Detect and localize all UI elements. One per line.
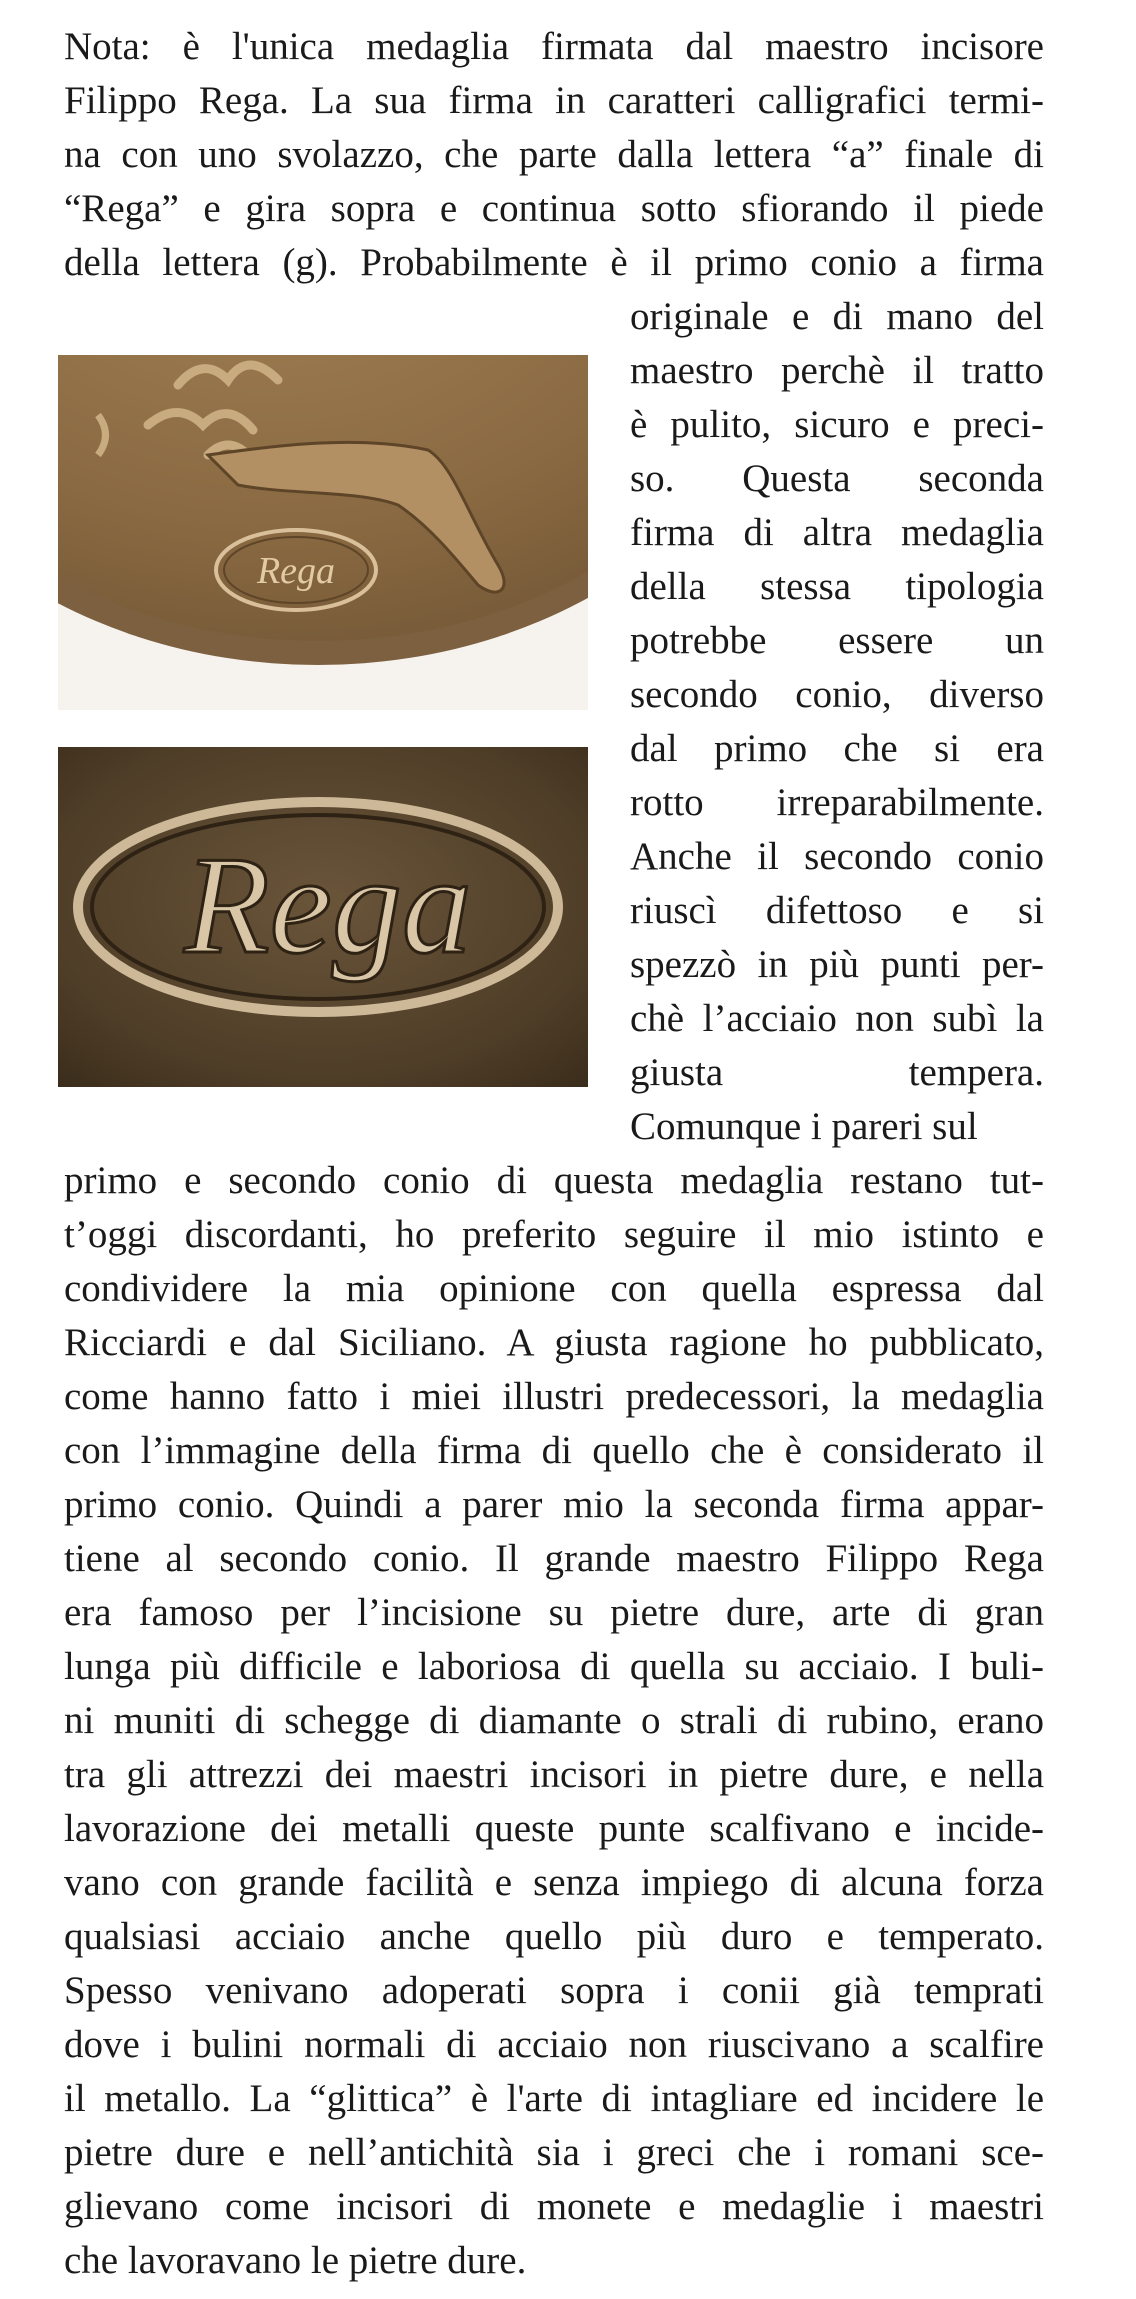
text-line: condividere la mia opinione con quella espressa dal xyxy=(64,1267,1044,1310)
text-line: firma di altra medaglia xyxy=(630,511,1044,554)
text-line: della stessa tipologia xyxy=(630,565,1044,608)
text-line: “Rega” e gira sopra e continua sotto sfiorando il piede xyxy=(64,187,1044,230)
text-line: primo conio. Quindi a parer mio la seconda firma appar- xyxy=(64,1483,1044,1526)
text-line: so. Questa seconda xyxy=(630,457,1044,500)
text-line: potrebbe essere un xyxy=(630,619,1044,662)
text-line: t’oggi discordanti, ho preferito seguire il mio istinto e xyxy=(64,1213,1044,1256)
text-line: primo e secondo conio di questa medaglia restano tut- xyxy=(64,1159,1044,1202)
text-line: secondo conio, diverso xyxy=(630,673,1044,716)
text-line: Filippo Rega. La sua firma in caratteri calligrafici termi- xyxy=(64,79,1044,122)
text-line: rotto irreparabilmente. xyxy=(630,781,1044,824)
text-line: pietre dure e nell’antichità sia i greci che i romani sce- xyxy=(64,2131,1044,2174)
text-line: dove i bulini normali di acciaio non riuscivano a scalfire xyxy=(64,2023,1044,2066)
signature-closeup-text: Rega xyxy=(184,828,472,983)
text-line: maestro perchè il tratto xyxy=(630,349,1044,392)
medal-detail-photo xyxy=(58,355,588,710)
text-line: originale e di mano del xyxy=(630,295,1044,338)
text-line: glievano come incisori di monete e medaglie i maestri xyxy=(64,2185,1044,2228)
text-line: na con uno svolazzo, che parte dalla lettera “a” finale di xyxy=(64,133,1044,176)
text-line: vano con grande facilità e senza impiego di alcuna forza xyxy=(64,1861,1044,1904)
text-line: come hanno fatto i miei illustri predecessori, la medaglia xyxy=(64,1375,1044,1418)
text-line: riuscì difettoso e si xyxy=(630,889,1044,932)
text-line: qualsiasi acciaio anche quello più duro e temperato. xyxy=(64,1915,1044,1958)
text-line: tiene al secondo conio. Il grande maestro Filippo Rega xyxy=(64,1537,1044,1580)
signature-closeup-image xyxy=(58,747,588,1087)
text-line: spezzò in più punti per- xyxy=(630,943,1044,986)
signature-closeup-photo xyxy=(58,747,588,1087)
text-line: Comunque i pareri sul xyxy=(630,1105,978,1148)
text-line: Anche il secondo conio xyxy=(630,835,1044,878)
signature-text: Rega xyxy=(256,550,336,592)
text-line: della lettera (g). Probabilmente è il primo conio a firma xyxy=(64,241,1044,284)
text-line: chè l’acciaio non subì la xyxy=(630,997,1044,1040)
text-line: il metallo. La “glittica” è l'arte di intagliare ed incidere le xyxy=(64,2077,1044,2120)
text-line: Ricciardi e dal Siciliano. A giusta ragione ho pubblicato, xyxy=(64,1321,1044,1364)
medal-detail-image xyxy=(58,355,588,710)
text-line: con l’immagine della firma di quello che è considerato il xyxy=(64,1429,1044,1472)
text-line: dal primo che si era xyxy=(630,727,1044,770)
text-line: era famoso per l’incisione su pietre dure, arte di gran xyxy=(64,1591,1044,1634)
text-line: tra gli attrezzi dei maestri incisori in pietre dure, e nella xyxy=(64,1753,1044,1796)
text-line: ni muniti di schegge di diamante o strali di rubino, erano xyxy=(64,1699,1044,1742)
text-line: che lavoravano le pietre dure. xyxy=(64,2239,527,2282)
text-line: Nota: è l'unica medaglia firmata dal maestro incisore xyxy=(64,25,1044,68)
text-line: è pulito, sicuro e preci- xyxy=(630,403,1044,446)
text-line: lavorazione dei metalli queste punte scalfivano e incide- xyxy=(64,1807,1044,1850)
text-line: Spesso venivano adoperati sopra i conii già temprati xyxy=(64,1969,1044,2012)
text-line: giusta tempera. xyxy=(630,1051,1044,1094)
text-line: lunga più difficile e laboriosa di quella su acciaio. I buli- xyxy=(64,1645,1044,1688)
